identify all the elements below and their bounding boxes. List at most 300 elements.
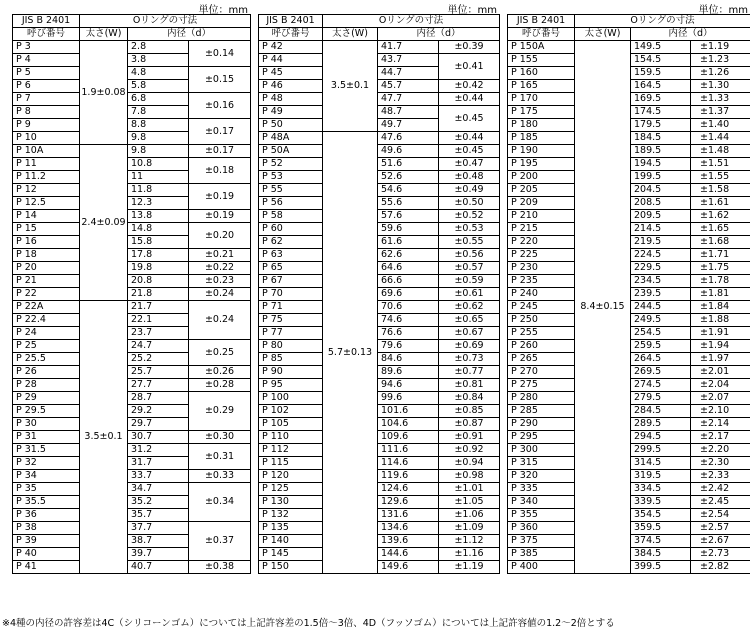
tolerance: ±1.19 <box>439 561 500 574</box>
call-number: P 18 <box>13 249 80 262</box>
inner-diameter: 104.6 <box>378 418 439 431</box>
call-number: P 140 <box>259 535 323 548</box>
inner-diameter: 234.5 <box>631 275 691 288</box>
table-body <box>508 41 750 574</box>
tolerance: ±2.10 <box>691 405 750 418</box>
tolerance: ±2.07 <box>691 392 750 405</box>
tolerance: ±1.23 <box>691 54 750 67</box>
table-row <box>13 262 251 275</box>
inner-diameter: 6.8 <box>128 93 189 106</box>
inner-diameter: 204.5 <box>631 184 691 197</box>
inner-diameter: 134.6 <box>378 522 439 535</box>
call-number: P 29 <box>13 392 80 405</box>
header-inner: 内径（d） <box>631 28 750 41</box>
inner-diameter: 279.5 <box>631 392 691 405</box>
table-row <box>13 483 251 496</box>
table-row <box>259 496 500 509</box>
tolerance: ±0.87 <box>439 418 500 431</box>
tolerance: ±2.17 <box>691 431 750 444</box>
tolerance: ±0.47 <box>439 158 500 171</box>
call-number: P 240 <box>508 288 575 301</box>
table-row <box>259 210 500 223</box>
table-row <box>259 548 500 561</box>
call-number: P 12 <box>13 184 80 197</box>
tolerance: ±0.17 <box>189 119 251 145</box>
inner-diameter: 69.6 <box>378 288 439 301</box>
call-number: P 34 <box>13 470 80 483</box>
table-row <box>13 431 251 444</box>
inner-diameter: 10.8 <box>128 158 189 171</box>
inner-diameter: 284.5 <box>631 405 691 418</box>
call-number: P 165 <box>508 80 575 93</box>
table-row <box>259 405 500 418</box>
tolerance: ±1.19 <box>691 41 750 54</box>
call-number: P 5 <box>13 67 80 80</box>
tolerance: ±0.15 <box>189 67 251 93</box>
header-width: 太さ(W) <box>323 28 378 41</box>
table-row <box>259 444 500 457</box>
tolerance: ±2.30 <box>691 457 750 470</box>
tolerance: ±1.78 <box>691 275 750 288</box>
tolerance: ±0.85 <box>439 405 500 418</box>
inner-diameter: 22.1 <box>128 314 189 327</box>
inner-diameter: 129.6 <box>378 496 439 509</box>
inner-diameter: 27.7 <box>128 379 189 392</box>
tolerance: ±0.59 <box>439 275 500 288</box>
inner-diameter: 224.5 <box>631 249 691 262</box>
oring-table-1 <box>12 14 251 574</box>
tolerance: ±1.51 <box>691 158 750 171</box>
table-row <box>508 41 750 54</box>
call-number: P 10A <box>13 145 80 158</box>
tolerance: ±0.55 <box>439 236 500 249</box>
inner-diameter: 294.5 <box>631 431 691 444</box>
call-number: P 20 <box>13 262 80 275</box>
call-number: P 32 <box>13 457 80 470</box>
inner-diameter: 259.5 <box>631 340 691 353</box>
inner-diameter: 55.6 <box>378 197 439 210</box>
call-number: P 225 <box>508 249 575 262</box>
table-row <box>13 340 251 353</box>
header-standard: JIS B 2401 <box>259 15 323 28</box>
table-row <box>259 54 500 67</box>
tolerance: ±1.61 <box>691 197 750 210</box>
call-number: P 35.5 <box>13 496 80 509</box>
tolerance: ±0.92 <box>439 444 500 457</box>
inner-diameter: 269.5 <box>631 366 691 379</box>
call-number: P 185 <box>508 132 575 145</box>
table-row <box>259 353 500 366</box>
call-number: P 60 <box>259 223 323 236</box>
tolerance: ±1.55 <box>691 171 750 184</box>
inner-diameter: 24.7 <box>128 340 189 353</box>
call-number: P 250 <box>508 314 575 327</box>
table-row <box>259 301 500 314</box>
header-width: 太さ(W) <box>575 28 631 41</box>
inner-diameter: 89.6 <box>378 366 439 379</box>
width-value: 5.7±0.13 <box>323 132 378 574</box>
call-number: P 295 <box>508 431 575 444</box>
call-number: P 25 <box>13 340 80 353</box>
inner-diameter: 244.5 <box>631 301 691 314</box>
tolerance: ±1.12 <box>439 535 500 548</box>
call-number: P 39 <box>13 535 80 548</box>
call-number: P 48A <box>259 132 323 145</box>
table-row <box>259 197 500 210</box>
inner-diameter: 30.7 <box>128 431 189 444</box>
call-number: P 55 <box>259 184 323 197</box>
table-row <box>13 145 251 158</box>
tolerance: ±1.26 <box>691 67 750 80</box>
inner-diameter: 54.6 <box>378 184 439 197</box>
tolerance: ±1.58 <box>691 184 750 197</box>
header-callno: 呼び番号 <box>259 28 323 41</box>
call-number: P 135 <box>259 522 323 535</box>
call-number: P 115 <box>259 457 323 470</box>
width-value: 3.5±0.1 <box>80 301 128 574</box>
call-number: P 95 <box>259 379 323 392</box>
header-callno: 呼び番号 <box>13 28 80 41</box>
call-number: P 300 <box>508 444 575 457</box>
call-number: P 145 <box>259 548 323 561</box>
inner-diameter: 79.6 <box>378 340 439 353</box>
call-number: P 62 <box>259 236 323 249</box>
width-value: 3.5±0.1 <box>323 41 378 132</box>
inner-diameter: 64.6 <box>378 262 439 275</box>
inner-diameter: 109.6 <box>378 431 439 444</box>
call-number: P 3 <box>13 41 80 54</box>
inner-diameter: 124.6 <box>378 483 439 496</box>
inner-diameter: 164.5 <box>631 80 691 93</box>
call-number: P 22A <box>13 301 80 314</box>
table-row <box>259 340 500 353</box>
table-row <box>259 418 500 431</box>
inner-diameter: 11.8 <box>128 184 189 197</box>
call-number: P 270 <box>508 366 575 379</box>
table-row <box>259 379 500 392</box>
call-number: P 71 <box>259 301 323 314</box>
call-number: P 7 <box>13 93 80 106</box>
inner-diameter: 5.8 <box>128 80 189 93</box>
call-number: P 38 <box>13 522 80 535</box>
tolerance: ±1.91 <box>691 327 750 340</box>
call-number: P 16 <box>13 236 80 249</box>
inner-diameter: 239.5 <box>631 288 691 301</box>
call-number: P 160 <box>508 67 575 80</box>
table-row <box>13 41 251 54</box>
inner-diameter: 111.6 <box>378 444 439 457</box>
tolerance: ±2.45 <box>691 496 750 509</box>
call-number: P 56 <box>259 197 323 210</box>
header-dims: Oリングの寸法 <box>80 15 251 28</box>
table-row <box>13 184 251 197</box>
inner-diameter: 51.6 <box>378 158 439 171</box>
call-number: P 120 <box>259 470 323 483</box>
tolerance: ±1.30 <box>691 80 750 93</box>
tolerance: ±1.44 <box>691 132 750 145</box>
call-number: P 67 <box>259 275 323 288</box>
inner-diameter: 14.8 <box>128 223 189 236</box>
table-row <box>13 223 251 236</box>
call-number: P 49 <box>259 106 323 119</box>
inner-diameter: 61.6 <box>378 236 439 249</box>
inner-diameter: 25.7 <box>128 366 189 379</box>
inner-diameter: 101.6 <box>378 405 439 418</box>
inner-diameter: 384.5 <box>631 548 691 561</box>
table-row <box>259 522 500 535</box>
call-number: P 11 <box>13 158 80 171</box>
tolerance: ±0.69 <box>439 340 500 353</box>
tolerance: ±0.44 <box>439 93 500 106</box>
table-row <box>13 93 251 106</box>
tolerance: ±0.84 <box>439 392 500 405</box>
call-number: P 52 <box>259 158 323 171</box>
call-number: P 11.2 <box>13 171 80 184</box>
inner-diameter: 74.6 <box>378 314 439 327</box>
tolerance: ±0.24 <box>189 301 251 340</box>
tolerance: ±0.39 <box>439 41 500 54</box>
call-number: P 400 <box>508 561 575 574</box>
table-row <box>259 535 500 548</box>
call-number: P 150A <box>508 41 575 54</box>
call-number: P 170 <box>508 93 575 106</box>
tolerance: ±1.94 <box>691 340 750 353</box>
tolerance: ±0.42 <box>439 80 500 93</box>
call-number: P 22 <box>13 288 80 301</box>
inner-diameter: 149.6 <box>378 561 439 574</box>
inner-diameter: 49.6 <box>378 145 439 158</box>
inner-diameter: 174.5 <box>631 106 691 119</box>
table-row <box>259 262 500 275</box>
inner-diameter: 219.5 <box>631 236 691 249</box>
inner-diameter: 374.5 <box>631 535 691 548</box>
header-inner: 内径（d） <box>378 28 500 41</box>
call-number: P 315 <box>508 457 575 470</box>
call-number: P 105 <box>259 418 323 431</box>
call-number: P 58 <box>259 210 323 223</box>
inner-diameter: 20.8 <box>128 275 189 288</box>
unit-label: 単位：mm <box>198 5 248 16</box>
tolerance: ±1.68 <box>691 236 750 249</box>
inner-diameter: 31.2 <box>128 444 189 457</box>
inner-diameter: 7.8 <box>128 106 189 119</box>
table-row <box>13 301 251 314</box>
call-number: P 265 <box>508 353 575 366</box>
inner-diameter: 70.6 <box>378 301 439 314</box>
call-number: P 175 <box>508 106 575 119</box>
tolerance: ±0.17 <box>189 145 251 158</box>
tolerance: ±0.81 <box>439 379 500 392</box>
tolerance: ±1.40 <box>691 119 750 132</box>
inner-diameter: 21.8 <box>128 288 189 301</box>
tolerance: ±0.45 <box>439 106 500 132</box>
call-number: P 31 <box>13 431 80 444</box>
inner-diameter: 4.8 <box>128 67 189 80</box>
call-number: P 110 <box>259 431 323 444</box>
call-number: P 285 <box>508 405 575 418</box>
tolerance: ±0.21 <box>189 249 251 262</box>
call-number: P 50A <box>259 145 323 158</box>
tolerance: ±0.29 <box>189 392 251 431</box>
tolerance: ±1.16 <box>439 548 500 561</box>
call-number: P 155 <box>508 54 575 67</box>
inner-diameter: 84.6 <box>378 353 439 366</box>
table-row <box>13 249 251 262</box>
inner-diameter: 47.6 <box>378 132 439 145</box>
call-number: P 44 <box>259 54 323 67</box>
table-row <box>259 249 500 262</box>
call-number: P 220 <box>508 236 575 249</box>
inner-diameter: 17.8 <box>128 249 189 262</box>
tolerance: ±0.73 <box>439 353 500 366</box>
call-number: P 340 <box>508 496 575 509</box>
tolerance: ±2.42 <box>691 483 750 496</box>
inner-diameter: 12.3 <box>128 197 189 210</box>
tolerance: ±0.48 <box>439 171 500 184</box>
tolerance: ±0.61 <box>439 288 500 301</box>
call-number: P 132 <box>259 509 323 522</box>
table-row <box>259 93 500 106</box>
inner-diameter: 29.2 <box>128 405 189 418</box>
inner-diameter: 49.7 <box>378 119 439 132</box>
table-row <box>13 379 251 392</box>
tolerance: ±0.45 <box>439 145 500 158</box>
call-number: P 24 <box>13 327 80 340</box>
tolerance: ±2.01 <box>691 366 750 379</box>
inner-diameter: 249.5 <box>631 314 691 327</box>
header-standard: JIS B 2401 <box>508 15 575 28</box>
call-number: P 25.5 <box>13 353 80 366</box>
call-number: P 260 <box>508 340 575 353</box>
inner-diameter: 45.7 <box>378 80 439 93</box>
table-row <box>13 275 251 288</box>
call-number: P 65 <box>259 262 323 275</box>
table-body <box>259 41 500 574</box>
call-number: P 200 <box>508 171 575 184</box>
call-number: P 180 <box>508 119 575 132</box>
table-row <box>259 80 500 93</box>
call-number: P 28 <box>13 379 80 392</box>
tolerance: ±1.65 <box>691 223 750 236</box>
tolerance: ±1.71 <box>691 249 750 262</box>
tolerance: ±2.33 <box>691 470 750 483</box>
inner-diameter: 44.7 <box>378 67 439 80</box>
call-number: P 150 <box>259 561 323 574</box>
call-number: P 290 <box>508 418 575 431</box>
inner-diameter: 19.8 <box>128 262 189 275</box>
call-number: P 42 <box>259 41 323 54</box>
inner-diameter: 37.7 <box>128 522 189 535</box>
header-callno: 呼び番号 <box>508 28 575 41</box>
call-number: P 275 <box>508 379 575 392</box>
call-number: P 30 <box>13 418 80 431</box>
call-number: P 8 <box>13 106 80 119</box>
table-row <box>259 236 500 249</box>
inner-diameter: 66.6 <box>378 275 439 288</box>
inner-diameter: 299.5 <box>631 444 691 457</box>
tolerance: ±0.98 <box>439 470 500 483</box>
call-number: P 9 <box>13 119 80 132</box>
oring-table-3 <box>507 14 750 574</box>
call-number: P 75 <box>259 314 323 327</box>
table-row <box>13 444 251 457</box>
tolerance: ±0.18 <box>189 158 251 184</box>
call-number: P 80 <box>259 340 323 353</box>
inner-diameter: 11 <box>128 171 189 184</box>
inner-diameter: 208.5 <box>631 197 691 210</box>
inner-diameter: 199.5 <box>631 171 691 184</box>
tolerance: ±0.67 <box>439 327 500 340</box>
inner-diameter: 94.6 <box>378 379 439 392</box>
inner-diameter: 52.6 <box>378 171 439 184</box>
tolerance: ±1.06 <box>439 509 500 522</box>
table-row <box>259 431 500 444</box>
table-row <box>13 67 251 80</box>
inner-diameter: 144.6 <box>378 548 439 561</box>
tolerance: ±0.49 <box>439 184 500 197</box>
tolerance: ±1.05 <box>439 496 500 509</box>
call-number: P 31.5 <box>13 444 80 457</box>
table-row <box>259 483 500 496</box>
inner-diameter: 114.6 <box>378 457 439 470</box>
tolerance: ±2.20 <box>691 444 750 457</box>
call-number: P 90 <box>259 366 323 379</box>
inner-diameter: 57.6 <box>378 210 439 223</box>
tolerance: ±0.57 <box>439 262 500 275</box>
call-number: P 195 <box>508 158 575 171</box>
call-number: P 14 <box>13 210 80 223</box>
tolerance: ±0.38 <box>189 561 251 574</box>
table-row <box>13 158 251 171</box>
table-row <box>259 158 500 171</box>
call-number: P 280 <box>508 392 575 405</box>
tolerance: ±1.84 <box>691 301 750 314</box>
call-number: P 46 <box>259 80 323 93</box>
tolerance: ±0.52 <box>439 210 500 223</box>
call-number: P 230 <box>508 262 575 275</box>
call-number: P 102 <box>259 405 323 418</box>
footnote: ※4種の内径の許容差は4C（シリコーンゴム）については上記許容差の1.5倍～3倍、4D（フッソゴム）については上記許容値の1.2～2倍とする <box>2 618 615 629</box>
unit-label: 単位：mm <box>447 5 497 16</box>
inner-diameter: 319.5 <box>631 470 691 483</box>
header-dims: Oリングの寸法 <box>323 15 500 28</box>
tolerance: ±0.62 <box>439 301 500 314</box>
inner-diameter: 189.5 <box>631 145 691 158</box>
inner-diameter: 184.5 <box>631 132 691 145</box>
inner-diameter: 33.7 <box>128 470 189 483</box>
table-row <box>259 366 500 379</box>
tolerance: ±2.14 <box>691 418 750 431</box>
inner-diameter: 35.7 <box>128 509 189 522</box>
inner-diameter: 9.8 <box>128 145 189 158</box>
inner-diameter: 119.6 <box>378 470 439 483</box>
tolerance: ±0.41 <box>439 54 500 80</box>
table-row <box>13 210 251 223</box>
call-number: P 355 <box>508 509 575 522</box>
tolerance: ±0.24 <box>189 288 251 301</box>
call-number: P 35 <box>13 483 80 496</box>
call-number: P 63 <box>259 249 323 262</box>
tolerance: ±0.14 <box>189 41 251 67</box>
tolerance: ±2.54 <box>691 509 750 522</box>
call-number: P 4 <box>13 54 80 67</box>
call-number: P 235 <box>508 275 575 288</box>
call-number: P 70 <box>259 288 323 301</box>
tolerance: ±0.50 <box>439 197 500 210</box>
inner-diameter: 359.5 <box>631 522 691 535</box>
inner-diameter: 40.7 <box>128 561 189 574</box>
tolerance: ±0.44 <box>439 132 500 145</box>
